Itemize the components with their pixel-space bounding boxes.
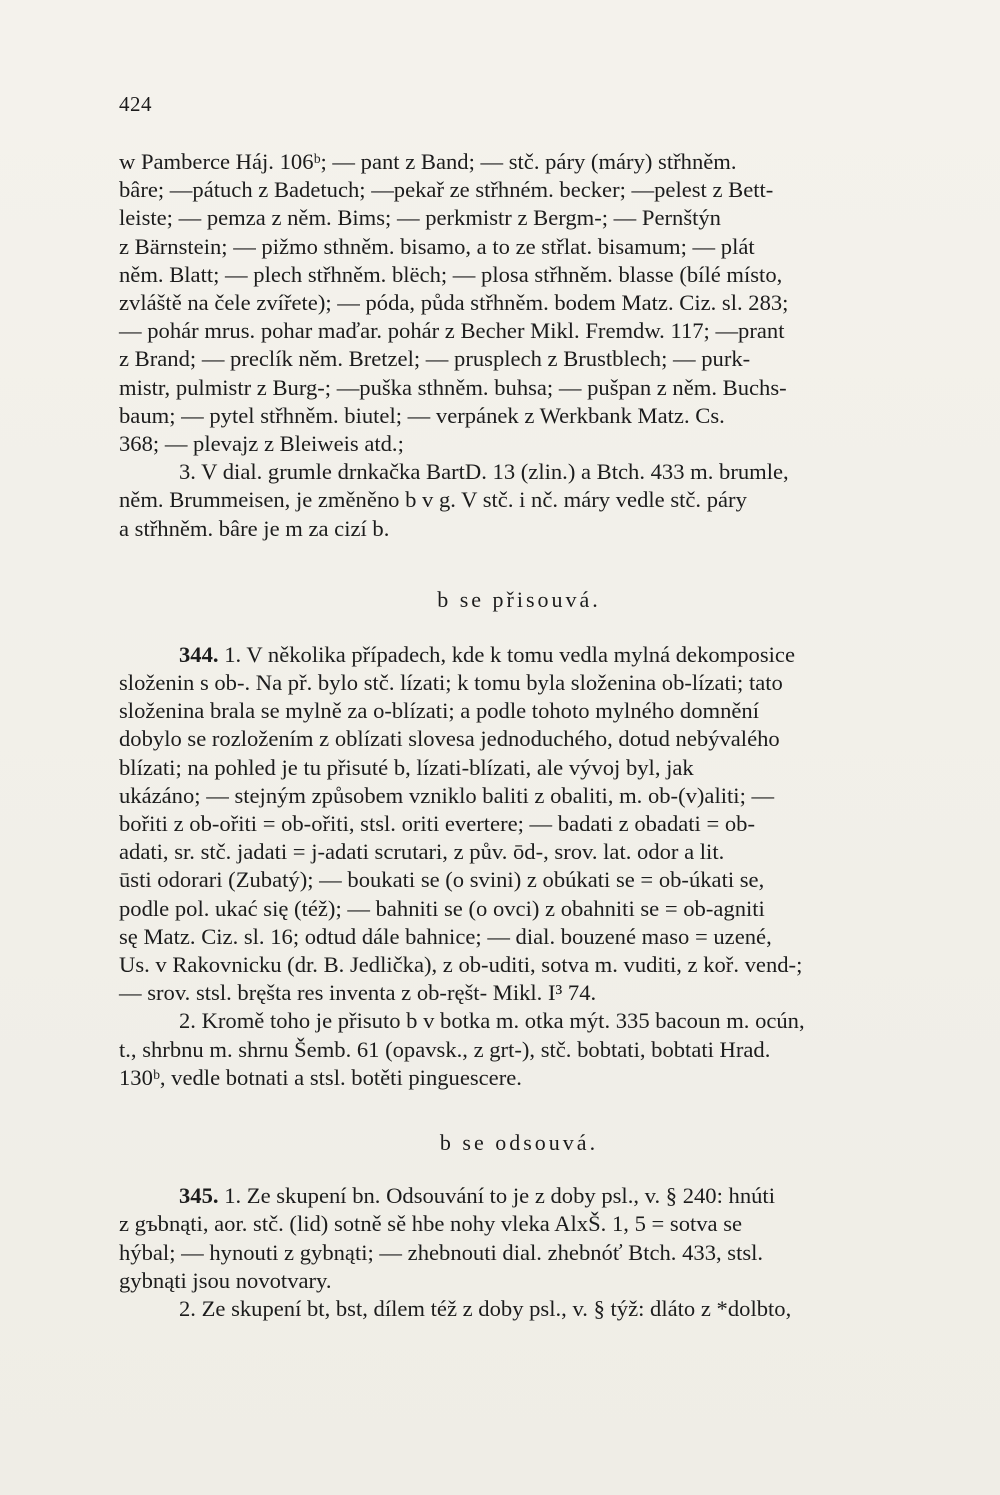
text-line: — pohár mrus. pohar maďar. pohár z Becher Mikl. Fremdw. 117; —prant — [119, 318, 785, 344]
section-number: 345. — [179, 1183, 219, 1209]
text-line: sę Matz. Ciz. sl. 16; odtud dále bahnice; — dial. bouzené maso = uzené, — [119, 923, 772, 949]
text-line: 345. 1. Ze skupení bn. Odsouvání to je z doby psl., v. § 240: hnúti — [179, 1183, 775, 1209]
text-line: něm. Brummeisen, je změněno b v g. V stč. i nč. máry vedle stč. páry — [119, 487, 747, 513]
text-line: w Pamberce Háj. 106ᵇ; — pant z Band; — stč. páry (máry) střhněm. — [119, 149, 737, 174]
text-line: — srov. stsl. bręšta res inventa z ob-ręšt- Mikl. I³ 74. — [119, 980, 597, 1006]
text-line: bâre; —pátuch z Badetuch; —pekař ze střhném. becker; —pelest z Bett- — [119, 177, 774, 203]
section-344 — [119, 641, 919, 1008]
section-heading-odsouva: b se odsouvá. — [439, 1130, 599, 1156]
paragraph-loanwords — [119, 148, 919, 458]
text-line: něm. Blatt; — plech střhněm. blëch; — plosa střhněm. blasse (bílé místo, — [119, 261, 783, 287]
text-line: t., shrbnu m. shrnu Šemb. 61 (opavsk., z grt-), stč. bobtati, bobtati Hrad. — [119, 1036, 771, 1062]
text-line: 2. Ze skupení bt, bst, dílem též z doby psl., v. § týž: dláto z *dolbto, — [179, 1295, 792, 1321]
text-line: podle pol. ukać się (též); — bahniti se (o ovci) z obahniti se = ob-agniti — [119, 895, 765, 921]
body-text — [119, 148, 919, 1323]
text-line: 344. 1. V několika případech, kde k tomu vedla mylná dekomposice — [179, 641, 795, 667]
text-line: 130ᵇ, vedle botnati a stsl. botěti pinguescere. — [119, 1064, 522, 1090]
text-line: ukázáno; — stejným způsobem vzniklo baliti z obaliti, m. ob-(v)aliti; — — [119, 782, 775, 808]
text-line: z Bärnstein; — pižmo sthněm. bisamo, a to ze střlat. bisamum; — plát — [119, 233, 755, 259]
text-line: hýbal; — hynouti z gybnąti; — zhebnouti dial. zhebnóť Btch. 433, stsl. — [119, 1239, 764, 1265]
text-line: 3. V dial. grumle drnkačka BartD. 13 (zlin.) a Btch. 433 m. brumle, — [179, 459, 789, 485]
section-344-part2 — [119, 1007, 919, 1092]
text-line: zvláště na čele zvířete); — póda, půda střhněm. bodem Matz. Ciz. sl. 283; — [119, 290, 789, 316]
text-line: blízati; na pohled je tu přisuté b, lízati-blízati, ale vývoj byl, jak — [119, 754, 694, 780]
text-line: z Brand; — preclík něm. Bretzel; — prusplech z Brustblech; — purk- — [119, 346, 751, 372]
text-line: 368; — plevajz z Bleiweis atd.; — [119, 431, 404, 457]
text-line: bořiti z ob-ořiti = ob-ořiti, stsl. oriti evertere; — badati z obadati = ob- — [119, 811, 755, 837]
text-line: gybnąti jsou novotvary. — [119, 1267, 332, 1293]
text-line: z gъbnąti, aor. stč. (lid) sotně sě hbe nohy vleka AlxŠ. 1, 5 = sotva se — [119, 1211, 743, 1237]
text-line: složenina brala se mylně za o-blízati; a podle tohoto mylného domnění — [119, 698, 759, 724]
text-line: mistr, pulmistr z Burg-; —puška sthněm. buhsa; — pušpan z něm. Buchs- — [119, 374, 787, 400]
page-number: 424 — [119, 92, 152, 116]
section-heading-prisouva: b se přisouvá. — [437, 586, 601, 612]
text-line: baum; — pytel střhněm. biutel; — verpánek z Werkbank Matz. Cs. — [119, 402, 725, 428]
text-line: 2. Kromě toho je přisuto b v botka m. otka mýt. 335 bacoun m. ocún, — [179, 1008, 805, 1034]
text-line: dobylo se rozložením z oblízati slovesa jednoduchého, dotud nebývalého — [119, 726, 780, 752]
text-line: ūsti odorari (Zubatý); — boukati se (o svini) z obúkati se = ob-úkati se, — [119, 867, 765, 893]
text-line: složenin s ob-. Na př. bylo stč. lízati; k tomu byla složenina ob-lízati; tato — [119, 670, 783, 696]
text-line: adati, sr. stč. jadati = j-adati scrutari, z pův. ōd-, srov. lat. odor a lit. — [119, 839, 725, 865]
text-line: leiste; — pemza z něm. Bims; — perkmistr z Bergm-; — Pernštýn — [119, 205, 721, 231]
section-345 — [119, 1182, 919, 1323]
section-number: 344. — [179, 641, 219, 667]
text-line: Us. v Rakovnicku (dr. B. Jedlička), z ob-uditi, sotva m. vuditi, z koř. vend-; — [119, 952, 803, 978]
text-line: a střhněm. bâre je m za cizí b. — [119, 515, 390, 541]
paragraph-3 — [119, 458, 919, 543]
